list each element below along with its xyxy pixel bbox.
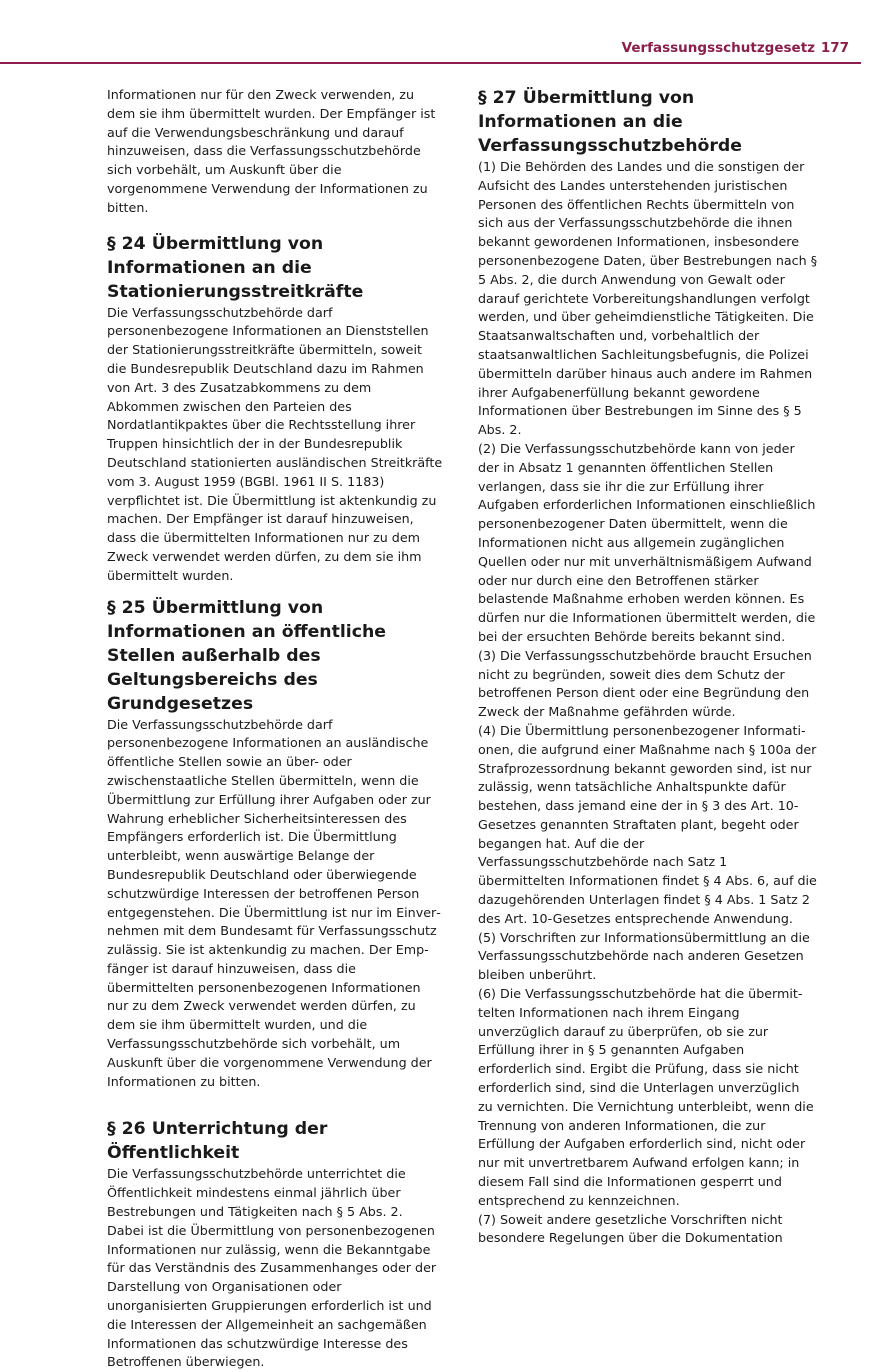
section-25-text: Die Verfassungsschutzbehörde darf personenbezogene Informationen an ausländische öffentliche Stellen sowie an über- oder zwischenstaatliche Stellen übermitteln, wenn die Übermittlung zur Erfüllung ihrer Aufgaben oder zur Wahrung erheblicher Sicherheitsinteressen des Empfängers erforderlich ist. Die Übermittlung unterbleibt, wenn auswärtige Belange der Bundesrepublik Deutschland oder überwiegende schutzwürdige Interessen der betroffenen Person entgegenstehen. Die Übermittlung ist nur im Einvernehmen mit dem Bundesamt für Verfassungsschutz zulässig. Sie ist aktenkundig zu machen. Der Empfänger ist darauf hinzuweisen, dass die übermittelten personenbezogenen Informationen nur zu dem Zweck verwendet werden dürfen, zu dem sie ihm übermittelt wurden, und die Verfassungsschutzbehörde sich vorbehält, um Auskunft über die vorgenommene Verwendung der Informationen zu bitten. bbox=[107, 716, 441, 1089]
running-title: Verfassungsschutzgesetz bbox=[621, 40, 815, 56]
section-27-paragraph-7: (7) Soweit andere gesetzliche Vorschriften nicht besondere Regelungen über die Dokumentation bbox=[478, 1211, 783, 1246]
section-27-paragraph-1: (1) Die Behörden des Landes und die sonstigen der Aufsicht des Landes unterstehenden juristischen Personen des öffentlichen Rechts übermitteln von sich aus der Verfassungsschutzbehörde die ihnen bekannt gewordenen Informationen, insbesondere personenbezogene Daten, über Bestrebungen nach § 5 Abs. 2, die durch Anwendung von Gewalt oder darauf gerichtete Vorbereitungshandlungen verfolgt werden, und über geheimdienstliche Tätigkeiten. Die Staatsanwaltschaften und, vorbehaltlich der staatsanwaltlichen Sachleitungsbefugnis, die Polizei übermitteln darüber hinaus auch andere im Rahmen ihrer Aufgabenerfüllung bekannt gewordene Informationen über Bestrebungen im Sinne des § 5 Abs. 2. bbox=[478, 159, 818, 438]
intro-paragraph: Informationen nur für den Zweck verwenden, zu dem sie ihm übermittelt wurden. Der Empfänger ist auf die Verwendungsbeschränkung und darauf hinzuweisen, dass die Verfassungsschutzbehörde sich vorbehält, um Auskunft über die vorgenommene Verwendung der Informationen zu bitten. bbox=[107, 87, 436, 215]
section-26-text: Die Verfassungsschutzbehörde unterrichtet die Öffentlichkeit mindestens einmal jährlich über Bestrebungen und Tätigkeiten nach § 5 Abs. 2. Dabei ist die Übermittlung von personenbezogenen Informationen nur zulässig, wenn die Bekanntgabe für das Verständnis des Zusammenhanges oder der Darstellung von Organisationen oder unorganisierten Gruppierungen erforderlich ist und die Interessen der Allgemeinheit an sachgemäßen Informationen das schutzwürdige Interesse des Betroffenen überwiegen. bbox=[107, 1166, 437, 1370]
header-rule bbox=[0, 62, 861, 64]
section-24-heading: § 24 Übermittlung von Informationen an die Stationierungsstreitkräfte bbox=[107, 233, 364, 302]
section-27-paragraph-6: (6) Die Verfassungsschutzbehörde hat die übermittelten Informationen nach ihrem Eingang unverzüglich darauf zu überprüfen, ob sie zur Erfüllung ihrer in § 5 genannten Aufgaben erforderlich sind. Ergibt die Prüfung, dass sie nicht erforderlich sind, sind die Unterlagen unverzüglich zu vernichten. Die Vernichtung unterbleibt, wenn die Trennung von anderen Informationen, die zur Erfüllung der Aufgaben erforderlich sind, nicht oder nur mit unvertretbarem Aufwand erfolgen kann; in diesem Fall sind die Informationen gesperrt und entsprechend zu kennzeichnen. bbox=[478, 986, 814, 1208]
section-25-heading: § 25 Übermittlung von Informationen an öffentliche Stellen außerhalb des Geltungsbereichs des Grundgesetzes bbox=[107, 597, 386, 714]
left-column bbox=[107, 86, 443, 1372]
page-header bbox=[0, 0, 875, 64]
section-27-paragraph-4: (4) Die Übermittlung personenbezogener Informationen, die aufgrund einer Maßnahme nach § 100a der Strafprozessordnung bekannt geworden sind, ist nur zulässig, wenn tatsächliche Anhaltspunkte dafür bestehen, dass jemand eine der in § 3 des Art. 10-Gesetzes genannten Straftaten plant, begeht oder begangen hat. Auf die der Verfassungsschutzbehörde nach Satz 1 übermittelten Informationen findet § 4 Abs. 6, auf die dazugehörenden Unterlagen findet § 4 Abs. 1 Satz 2 des Art. 10-Gesetzes entsprechende Anwendung. bbox=[478, 722, 817, 926]
section-27-paragraph-2: (2) Die Verfassungsschutzbehörde kann von jeder der in Absatz 1 genannten öffentlichen Stellen verlangen, dass sie ihr die zur Erfüllung ihrer Aufgaben erforderlichen Informationen einschließlich personenbezogener Daten übermittelt, wenn die Informationen nicht aus allgemein zugänglichen Quellen oder nur mit unverhältnismäßigem Aufwand oder nur durch eine den Betroffenen stärker belastende Maßnahme erhoben werden können. Es dürfen nur die Informationen übermittelt werden, die bei der ersuchten Behörde bereits bekannt sind. bbox=[478, 440, 816, 644]
section-27-paragraph-3: (3) Die Verfassungsschutzbehörde braucht Ersuchen nicht zu begründen, soweit dies dem Schutz der betroffenen Person dient oder eine Begründung den Zweck der Maßnahme gefährden würde. bbox=[478, 647, 812, 720]
section-27-heading: § 27 Übermittlung von Informationen an die Verfassungsschutzbehörde bbox=[478, 88, 743, 156]
right-column bbox=[478, 86, 818, 1248]
section-27-paragraph-5: (5) Vorschriften zur Informationsübermittlung an die Verfassungsschutzbehörde nach anderen Gesetzen bleiben unberührt. bbox=[478, 929, 810, 983]
section-26-heading: § 26 Unterrichtung der Öffentlichkeit bbox=[107, 1119, 328, 1164]
section-24-text: Die Verfassungsschutzbehörde darf personenbezogene Informationen an Dienststellen der Stationierungsstreitkräfte übermitteln, soweit die Bundesrepublik Deutschland dazu im Rahmen von Art. 3 des Zusatzabkommens zu dem Abkommen zwischen den Parteien des Nordatlantikpaktes über die Rechtsstellung ihrer Truppen hinsichtlich der in der Bundesrepublik Deutschland stationierten ausländischen Streitkräfte vom 3. August 1959 (BGBl. 1961 II S. 1183) verpflichtet ist. Die Übermittlung ist aktenkundig zu machen. Der Empfänger ist darauf hinzuweisen, dass die übermittelten Informationen nur zu dem Zweck verwendet werden dürfen, zu dem sie ihm übermittelt wurden. bbox=[107, 304, 443, 583]
page-number: 177 bbox=[820, 40, 849, 56]
